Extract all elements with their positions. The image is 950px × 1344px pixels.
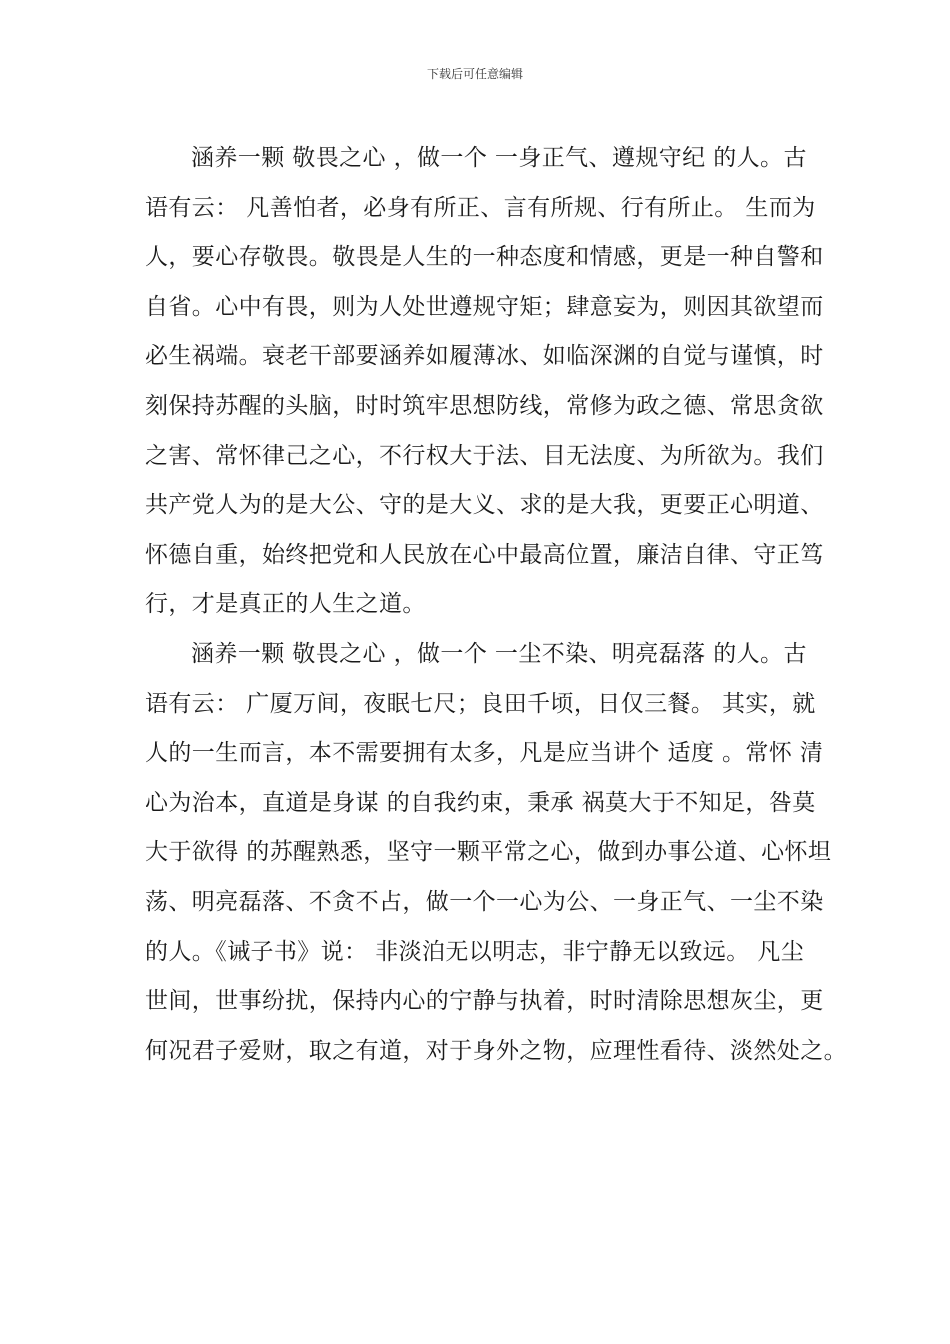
paragraph-line: 必生祸端。衰老干部要涵养如履薄冰、如临深渊的自觉与谨慎，时: [145, 343, 824, 370]
page-header: 下载后可任意编辑: [426, 67, 523, 81]
paragraph-line: 行，才是真正的人生之道。: [145, 591, 426, 618]
document-body: [145, 134, 847, 1076]
paragraph-line: 刻保持苏醒的头脑，时时筑牢思想防线，常修为政之德、常思贪欲: [145, 392, 824, 419]
paragraph-line: 人的一生而言，本不需要拥有太多，凡是应当讲个 适度 。常怀 清: [145, 740, 824, 767]
paragraph-line: 的人。《诫子书》说： 非淡泊无以明志，非宁静无以致远。 凡尘: [145, 938, 805, 965]
paragraph-line: 语有云： 凡善怕者，必身有所正、言有所规、行有所止。 生而为: [145, 194, 816, 221]
paragraph-line: 共产党人为的是大公、守的是大义、求的是大我，更要正心明道、: [145, 492, 824, 519]
paragraph-line: 世间，世事纷扰，保持内心的宁静与执着，时时清除思想灰尘，更: [145, 988, 824, 1015]
paragraph-1: [145, 134, 835, 630]
paragraph-line: 怀德自重，始终把党和人民放在心中最高位置，廉洁自律、守正笃: [145, 541, 824, 568]
paragraph-line: 何况君子爱财，取之有道，对于身外之物，应理性看待、淡然处之。: [145, 1037, 847, 1064]
paragraph-line: 荡、明亮磊落、不贪不占，做一个一心为公、一身正气、一尘不染: [145, 888, 824, 915]
paragraph-line: 人，要心存敬畏。敬畏是人生的一种态度和情感，更是一种自警和: [145, 244, 824, 271]
paragraph-line: 自省。心中有畏，则为人处世遵规守矩；肆意妄为，则因其欲望而: [145, 293, 824, 320]
paragraph-line: 涵养一颗 敬畏之心 ，做一个 一尘不染、明亮磊落 的人。古: [191, 640, 807, 667]
paragraph-line: 心为治本，直道是身谋 的自我约束，秉承 祸莫大于不知足，咎莫: [145, 789, 816, 816]
paragraph-2: [145, 630, 847, 1076]
paragraph-line: 涵养一颗 敬畏之心 ，做一个 一身正气、遵规守纪 的人。古: [191, 145, 807, 171]
paragraph-line: 语有云： 广厦万间，夜眠七尺；良田千顷，日仅三餐。 其实，就: [145, 690, 816, 717]
paragraph-line: 大于欲得 的苏醒熟悉，坚守一颗平常之心，做到办事公道、心怀坦: [145, 839, 832, 866]
paragraph-line: 之害、常怀律己之心，不行权大于法、目无法度、为所欲为。我们: [145, 442, 824, 469]
